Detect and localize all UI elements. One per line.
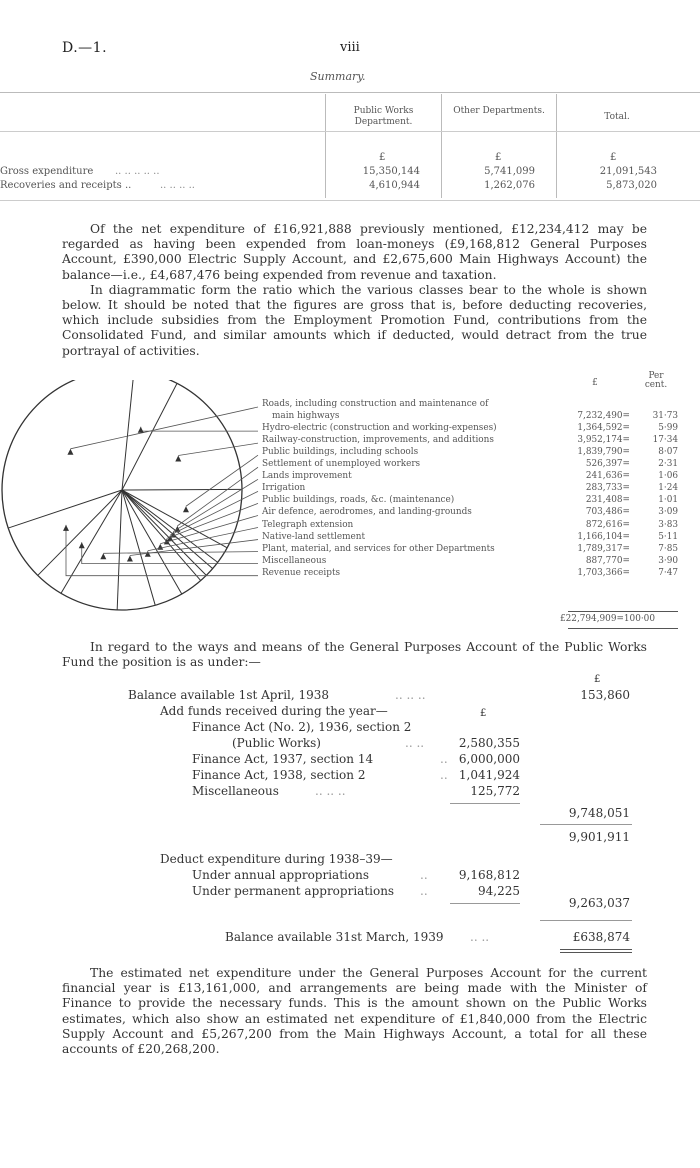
paragraph-estimated-expenditure: [62, 966, 647, 1057]
legend-amount: 872,616=: [585, 519, 630, 530]
leader-dots: ..: [420, 868, 428, 882]
pie-slice-5: [122, 490, 227, 548]
total-percent: 100·00: [623, 614, 655, 624]
pie-slice-12: [117, 490, 122, 610]
pie-arrow-12: [100, 553, 106, 559]
legend-amount: 1,839,790=: [577, 447, 630, 458]
pie-slice-1: [8, 490, 122, 528]
balance-end-label: Balance available 31st March, 1939: [225, 930, 444, 944]
paragraph-text: The estimated net expenditure under the General Purposes Account for the current financial year is £13,161,000, and arrangements are being made with the Minister of Finance to provide the necessary funds. This is the amount shown on the Public Works estimates, which also show an estimated net expenditure of £1,840,000 from the Electric Supply Account and £5,267,200 from the Main Highways Account, a total for all these accounts of £20,268,200.: [62, 966, 647, 1057]
pie-arrow-13: [79, 542, 85, 548]
paragraph-net-expenditure: [62, 222, 647, 359]
legend-label: Hydro-electric (construction and working-expenses): [262, 423, 497, 434]
leader-dots: ..: [420, 884, 428, 898]
legend-amount: 1,364,592=: [577, 423, 630, 434]
document-reference: D.—1.: [62, 40, 108, 56]
pie-arrow-2: [138, 427, 144, 433]
pie-total: £22,794,909=100·00: [560, 614, 655, 624]
legend-amount: 1,166,104=: [577, 531, 630, 542]
pie-slice-13: [61, 490, 122, 593]
balance-end-value: £638,874: [572, 930, 630, 944]
deduct-item-value: 9,168,812: [458, 868, 520, 882]
leader-dots: ..: [440, 752, 448, 766]
legend-amount: 703,486=: [585, 507, 630, 518]
leader-dots: ..: [440, 768, 448, 782]
pie-leader-8: [167, 503, 258, 538]
legend-label: Public buildings, roads, &c. (maintenance): [262, 495, 455, 506]
deduct-item-value: 94,225: [478, 884, 520, 898]
legend-amount: 887,770=: [585, 555, 630, 566]
summary-row-label: Gross expenditure: [0, 166, 94, 177]
balance-start-label: Balance available 1st April, 1938: [128, 688, 330, 702]
pie-leader-3: [178, 443, 258, 455]
pie-leader-1: [70, 407, 258, 449]
funds-item-value: 1,041,924: [458, 768, 520, 782]
legend-percent: 7·85: [658, 543, 678, 554]
deduct-label: Deduct expenditure during 1938–39—: [160, 852, 393, 866]
leader-dots: .. ..: [405, 736, 425, 750]
pie-leader-14: [66, 525, 258, 576]
deduct-item-label: Under annual appropriations: [192, 868, 369, 882]
paragraph-text: Of the net expenditure of £16,921,888 previously mentioned, £12,234,412 may be regarded as having been expended from loan-moneys (£9,168,812 General Purposes Account, £390,000 Electric Supply Account, and £2,675,600 Main Highways Account) the balance—i.e., £4,687,476 being expended from revenue and taxation.: [62, 222, 647, 282]
legend-label: Air defence, aerodromes, and landing-grounds: [262, 507, 472, 518]
currency-symbol: £: [594, 674, 601, 685]
pie-arrow-1: [67, 449, 73, 455]
col-header-other-depts: Other Departments.: [453, 106, 545, 116]
summary-cell: 21,091,543: [599, 166, 657, 177]
legend-percent: 5·99: [658, 423, 678, 434]
legend-percent: 17·34: [652, 435, 678, 446]
pie-leader-4: [186, 455, 258, 506]
summary-cell: 5,873,020: [606, 180, 657, 191]
legend-percent: 3·83: [658, 519, 678, 530]
legend-amount: 231,408=: [585, 495, 630, 506]
legend-label: Public buildings, including schools: [262, 447, 419, 458]
subtotal: 9,901,911: [568, 830, 630, 844]
ways-means-intro: [62, 640, 647, 670]
pie-leader-12: [103, 552, 258, 554]
legend-amount: 526,397=: [585, 459, 630, 470]
col-header-public-works: Public Works Department.: [353, 106, 414, 127]
pie-slice-7: [122, 490, 213, 569]
pie-slice-6: [122, 490, 218, 562]
funds-item-value: 2,580,355: [458, 736, 520, 750]
legend-percent: 2·31: [658, 459, 678, 470]
currency-symbol: £: [379, 152, 386, 163]
pie-arrow-4: [183, 506, 189, 512]
percent-col-header: Per cent.: [644, 371, 668, 390]
pie-arrow-11: [127, 556, 133, 562]
funds-item-value: 125,772: [470, 784, 520, 798]
deduct-item-label: Under permanent appropriations: [192, 884, 395, 898]
funds-item-value: 6,000,000: [458, 752, 520, 766]
paragraph-text: In diagrammatic form the ratio which the various classes bear to the whole is shown below. It should be noted that the figures are gross that is, before deducting recoveries, which include subsidies from the Employment Promotion Fund, contributions from the Consolidated Fund, and similar amounts which if deducted, would detract from the true portrayal of activities.: [62, 282, 647, 358]
add-total: 9,748,051: [568, 806, 630, 820]
leader-dots: .. .. .. ..: [160, 180, 195, 191]
legend-percent: 3·09: [658, 507, 678, 518]
page-number: viii: [340, 40, 360, 55]
paragraph-text: In regard to the ways and means of the General Purposes Account of the Public Works Fund the position is as under:—: [62, 640, 647, 670]
legend-amount: 1,703,366=: [577, 567, 630, 578]
legend-label: Telegraph extension: [262, 519, 354, 530]
funds-item-label: Finance Act, 1938, section 2: [192, 768, 366, 782]
total-amount: £22,794,909: [560, 614, 617, 624]
legend-label: main highways: [272, 411, 340, 422]
legend-percent: 1·06: [658, 471, 678, 482]
legend-label: Plant, material, and services for other Departments: [262, 543, 495, 554]
legend-label: Native-land settlement: [262, 531, 366, 542]
legend-amount: 241,636=: [585, 471, 630, 482]
col-header-total: Total.: [604, 112, 630, 122]
legend-percent: 31·73: [652, 411, 678, 422]
pie-slice-14: [38, 490, 122, 575]
funds-item-label: Finance Act, 1937, section 14: [192, 752, 374, 766]
legend-percent: 1·24: [658, 483, 678, 494]
legend-percent: 5·11: [658, 531, 678, 542]
funds-item-label: Miscellaneous: [192, 784, 279, 798]
summary-cell: 5,741,099: [484, 166, 535, 177]
legend-amount: 1,789,317=: [577, 543, 630, 554]
amount-col-header: £: [592, 378, 598, 388]
legend-percent: 7·47: [658, 567, 678, 578]
legend-label: Railway-construction, improvements, and additions: [262, 435, 494, 446]
summary-cell: 15,350,144: [362, 166, 420, 177]
pie-arrow-14: [63, 525, 69, 531]
leader-dots: .. .. .. .. ..: [115, 166, 160, 177]
legend-label: Miscellaneous: [262, 555, 327, 566]
summary-row-label: Recoveries and receipts ..: [0, 180, 132, 191]
currency-symbol: £: [495, 152, 502, 163]
legend-percent: 3·90: [658, 555, 678, 566]
funds-item-label: Finance Act (No. 2), 1936, section 2: [192, 720, 412, 734]
legend-label: Settlement of unemployed workers: [262, 459, 421, 470]
legend-label: Lands improvement: [262, 471, 352, 482]
currency-symbol: £: [610, 152, 617, 163]
legend-label: Irrigation: [262, 483, 306, 494]
leader-dots: .. .. ..: [395, 688, 426, 702]
pie-slice-3: [122, 383, 177, 490]
legend-amount: 3,952,174=: [577, 435, 630, 446]
balance-start-value: 153,860: [580, 688, 630, 702]
legend-percent: 1·01: [658, 495, 678, 506]
leader-dots: .. ..: [470, 930, 490, 944]
pie-arrow-3: [175, 456, 181, 462]
legend-amount: 283,733=: [585, 483, 630, 494]
pie-slice-4: [122, 489, 242, 490]
add-funds-label: Add funds received during the year—: [160, 704, 388, 718]
legend-amount: 7,232,490=: [577, 411, 630, 422]
legend-label: Revenue receipts: [262, 567, 341, 578]
pie-leader-6: [173, 479, 258, 531]
summary-title: Summary.: [310, 70, 366, 83]
summary-cell: 1,262,076: [484, 180, 535, 191]
leader-dots: .. .. ..: [315, 784, 346, 798]
legend-percent: 8·07: [658, 447, 678, 458]
deduct-total: 9,263,037: [568, 896, 630, 910]
funds-item-label: (Public Works): [232, 736, 321, 750]
summary-cell: 4,610,944: [369, 180, 420, 191]
pie-leader-5: [177, 467, 258, 526]
currency-symbol: £: [480, 708, 487, 719]
legend-label: Roads, including construction and maintenance of: [262, 399, 489, 409]
